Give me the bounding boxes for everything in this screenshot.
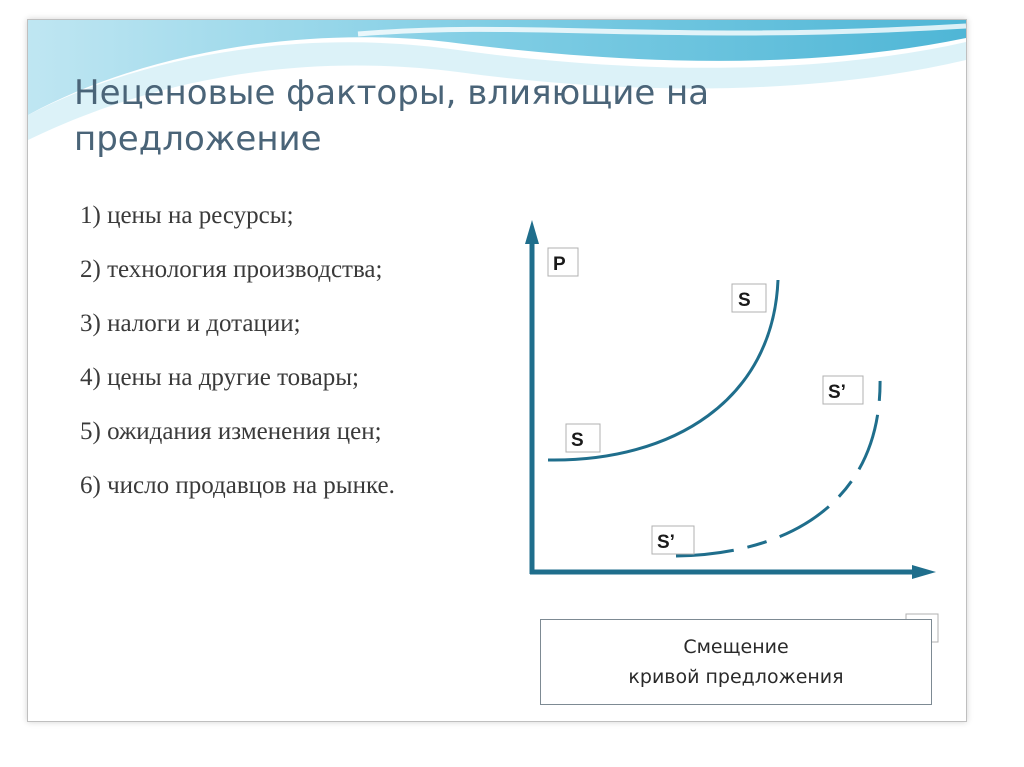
supply-shift-diagram	[498, 210, 966, 630]
factor-item-4: 4) цены на другие товары;	[80, 364, 359, 391]
factor-item-3: 3) налоги и дотации;	[80, 310, 301, 337]
slide-title	[74, 70, 894, 162]
slide	[27, 19, 967, 722]
slide-title-line-1: Неценовые факторы, влияющие на	[74, 73, 710, 113]
factor-list	[80, 200, 500, 524]
factor-item-1: 1) цены на ресурсы;	[80, 202, 294, 229]
supply-curve-s-bottom-label: S	[571, 430, 584, 451]
price-axis-arrow-icon	[525, 220, 539, 244]
diagram-caption-box	[540, 619, 932, 705]
supply-curve-s-top-label: S	[738, 290, 751, 311]
price-axis-label: P	[553, 254, 566, 275]
supply-curve-s-prime-top-label: S’	[828, 382, 846, 403]
quantity-axis-arrow-icon	[912, 565, 936, 579]
slide-title-line-2: предложение	[74, 119, 322, 159]
diagram-caption-line-2: кривой предложения	[628, 666, 844, 688]
factor-item-6: 6) число продавцов на рынке.	[80, 472, 395, 499]
supply-curve-s-prime-bottom-label: S’	[657, 532, 675, 553]
diagram-caption-line-1: Смещение	[683, 636, 789, 658]
factor-item-2: 2) технология производства;	[80, 256, 383, 283]
factor-item-5: 5) ожидания изменения цен;	[80, 418, 382, 445]
